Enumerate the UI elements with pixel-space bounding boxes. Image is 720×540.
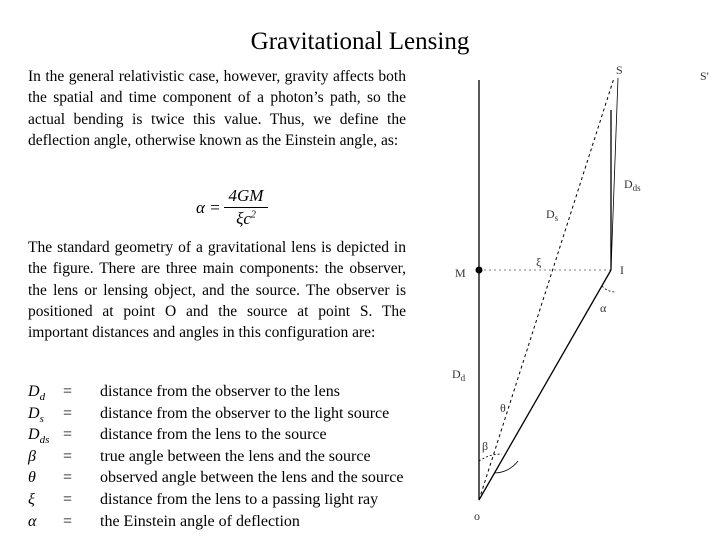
definition-text: distance from the observer to the lens: [100, 383, 340, 400]
light-ray-source: [611, 78, 618, 270]
label-dd: $D_d$: [452, 367, 466, 383]
definition-equals: =: [63, 512, 73, 530]
definition-equals: =: [63, 490, 73, 508]
einstein-angle-equation: [196, 186, 276, 232]
label-alpha: α: [600, 301, 607, 315]
light-ray-observer: [479, 270, 611, 500]
equation-numerator: 4GM: [228, 186, 264, 205]
definition-row: [28, 403, 448, 425]
definitions-list: [28, 381, 448, 532]
definition-symbol: θ: [28, 469, 36, 487]
equation-fraction: [224, 186, 268, 229]
intro-paragraph: In the general relativistic case, however, gravity affects both the spatial and time component of a photon’s path, so the actual bending is twice this value. Thus, we define the deflection angle, otherwise known as the Einstein angle, as:: [28, 68, 406, 149]
definition-equals: =: [63, 426, 73, 444]
definition-row: [28, 381, 448, 403]
definition-symbol: $D_s$: [28, 404, 44, 425]
denominator-power: 2: [250, 209, 256, 221]
definition-row: [28, 424, 448, 446]
label-dds: $D_{ds}$: [624, 177, 641, 193]
definition-text: true angle between the lens and the source: [100, 447, 371, 465]
definition-symbol: α: [28, 512, 37, 530]
slide-title: Gravitational Lensing: [250, 28, 470, 55]
definition-equals: =: [63, 469, 73, 487]
label-beta: β: [482, 439, 489, 453]
label-mass: M: [455, 266, 466, 280]
definition-text: distance from the lens to a passing light ray: [100, 490, 379, 508]
beta-arc: [479, 454, 502, 461]
definition-row: [28, 511, 448, 533]
definition-equals: =: [63, 447, 73, 465]
lens-mass-dot: [476, 267, 483, 274]
definition-text: the Einstein angle of deflection: [100, 512, 300, 530]
fraction-bar: [224, 207, 268, 208]
definition-equals: =: [63, 404, 73, 422]
apparent-ray-line: [479, 78, 614, 500]
definition-symbol: ξ: [28, 490, 35, 508]
definition-text: observed angle between the lens and the source: [100, 469, 404, 487]
alpha-arc: [602, 286, 616, 292]
label-source-image: S': [700, 69, 709, 83]
definition-row: [28, 489, 448, 511]
definition-symbol: β: [28, 447, 36, 465]
definition-equals: =: [63, 383, 73, 400]
definition-row: [28, 467, 448, 489]
label-xi: ξ: [536, 255, 542, 269]
geometry-paragraph: The standard geometry of a gravitational lens is depicted in the figure. There are three main components: the observer, the lens or lensing object, and the source. The observer is positioned at point O and the source at point S. The important distances and angles in this configuration are:: [28, 239, 406, 342]
definition-text: distance from the observer to the light source: [100, 404, 390, 422]
lensing-geometry-diagram: [430, 56, 720, 536]
label-source: S: [616, 63, 623, 77]
definition-text: distance from the lens to the source: [100, 426, 327, 444]
label-ds: $D_s$: [546, 207, 559, 223]
label-theta: θ: [500, 401, 506, 415]
denominator-base: ξc: [236, 209, 251, 228]
label-image: I: [620, 263, 624, 277]
definition-symbol: $D_{ds}$: [28, 426, 50, 447]
definition-symbol: $D_d$: [28, 383, 46, 404]
equation-lhs: α =: [196, 198, 221, 217]
equation-denominator: [224, 209, 268, 229]
label-observer: o: [474, 509, 480, 523]
definition-row: [28, 446, 448, 468]
